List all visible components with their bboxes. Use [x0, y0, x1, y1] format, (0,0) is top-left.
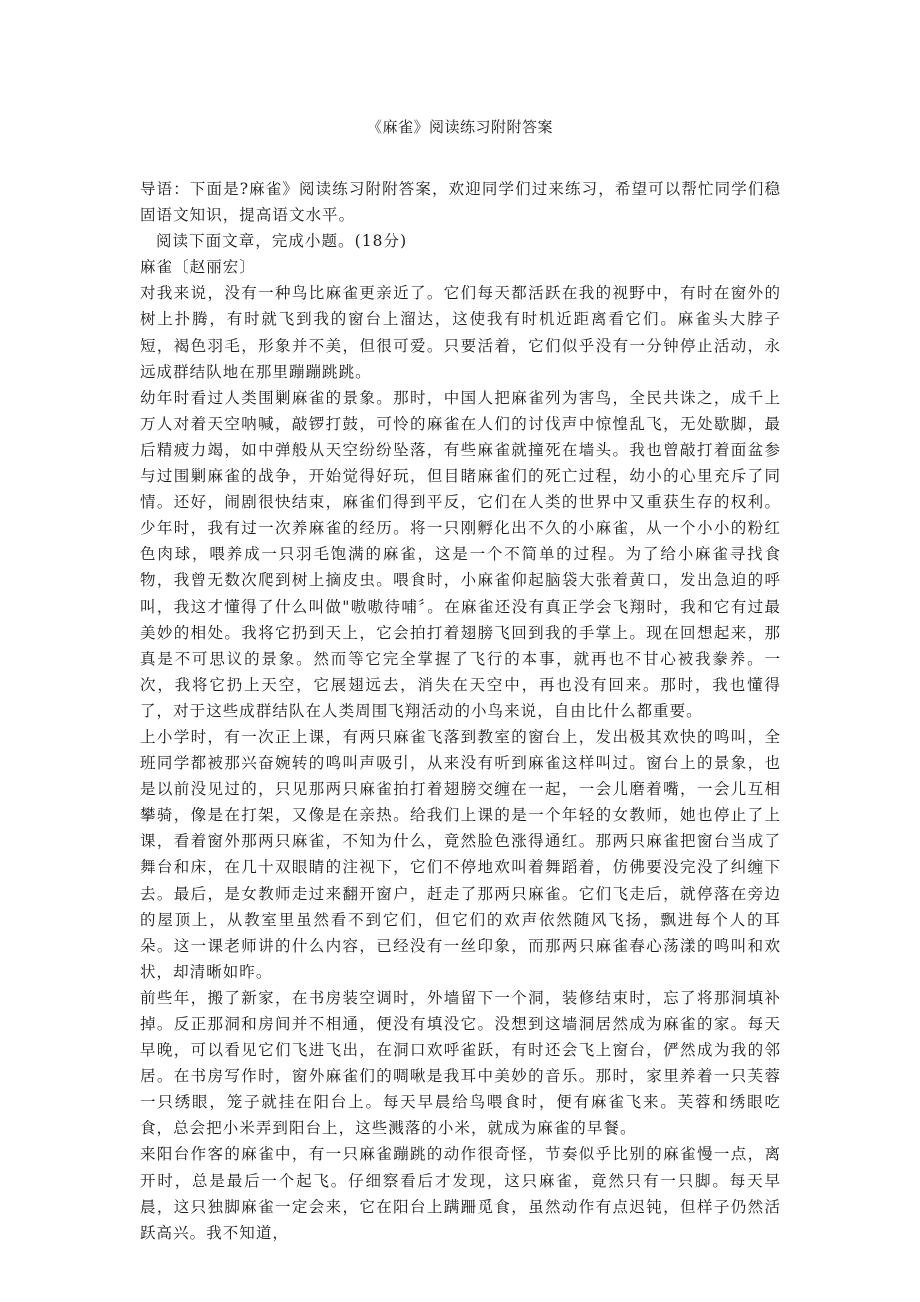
- document-title: 《麻雀》阅读练习附附答案: [366, 118, 553, 136]
- document-body: [140, 176, 781, 1246]
- instruction-paragraph: 阅读下面文章，完成小题。(18分): [156, 232, 408, 251]
- essay-paragraph: 来阳台作客的麻雀中，有一只麻雀蹦跳的动作很奇怪，节奏似乎比别的麻雀慢一点，离开时，总是最后一个起飞。仔细察看后才发现，这只麻雀，竟然只有一只脚。每天早晨，这只独脚麻雀一定会来，它在阳台上蹒跚觅食，虽然动作有点迟钝，但样子仍然活跃高兴。我不知道，: [140, 1145, 781, 1242]
- essay-paragraph: 幼年时看过人类围剿麻雀的景象。那时，中国人把麻雀列为害鸟，全民共诛之，成千上万人对着天空呐喊，敲锣打鼓，可怜的麻雀在人们的讨伐声中惊惶乱飞，无处歇脚，最后精疲力竭，如中弹般从天空纷纷坠落，有些麻雀就撞死在墙头。我也曾敲打着面盆参与过围剿麻雀的战争，开始觉得好玩，但目睹麻雀们的死亡过程，幼小的心里充斥了同情。还好，闹剧很快结束，麻雀们得到平反，它们在人类的世界中又重获生存的权利。少年时，我有过一次养麻雀的经历。将一只刚孵化出不久的小麻雀，从一个小小的粉红色肉球，喂养成一只羽毛饱满的麻雀，这是一个不简单的过程。为了给小麻雀寻找食物，我曾无数次爬到树上摘皮虫。喂食时，小麻雀仰起脑袋大张着黄口，发出急迫的呼叫，我这才懂得了什么叫做"嗷嗷待哺〞。在麻雀还没有真正学会飞翔时，我和它有过最美妙的相处。我将它扔到天上，它会拍打着翅膀飞回到我的手掌上。现在回想起来，那真是不可思议的景象。然而等它完全掌握了飞行的本事，就再也不甘心被我豢养。一次，我将它扔上天空，它展翅远去，消失在天空中，再也没有回来。那时，我也懂得了，对于这些成群结队在人类周围飞翔活动的小鸟来说，自由比什么都重要。: [140, 388, 781, 720]
- essay-paragraph: 前些年，搬了新家，在书房装空调时，外墙留下一个洞，装修结束时，忘了将那洞填补掉。反正那洞和房间并不相通，便没有填没它。没想到这墙洞居然成为麻雀的家。每天早晚，可以看见它们飞进飞出，在洞口欢呼雀跃，有时还会飞上窗台，俨然成为我的邻居。在书房写作时，窗外麻雀们的啁啾是我耳中美妙的音乐。那时，家里养着一只芙蓉一只绣眼，笼子就挂在阳台上。每天早晨给鸟喂食时，便有麻雀飞来。芙蓉和绣眼吃食，总会把小米弄到阳台上，这些溅落的小米，就成为麻雀的早餐。: [140, 988, 781, 1138]
- intro-paragraph: 导语：下面是?麻雀》阅读练习附附答案，欢迎同学们过来练习，希望可以帮忙同学们稳固语文知识，提高语文水平。: [140, 180, 781, 225]
- essay-paragraph: 上小学时，有一次正上课，有两只麻雀飞落到教室的窗台上，发出极其欢快的鸣叫，全班同学都被那兴奋婉转的鸣叫声吸引，从来没有听到麻雀这样叫过。窗台上的景象，也是以前没见过的，只见那两只麻雀拍打着翅膀交缠在一起，一会儿磨着嘴，一会儿互相攀骑，像是在打架，又像是在亲热。给我们上课的是一个年轻的女教师，她也停止了上课，看着窗外那两只麻雀，不知为什么，竟然脸色涨得通红。那两只麻雀把窗台当成了舞台和床，在几十双眼睛的注视下，它们不停地欢叫着舞蹈着，仿佛要没完没了纠缠下去。最后，是女教师走过来翻开窗户，赶走了那两只麻雀。它们飞走后，就停落在旁边的屋顶上，从教室里虽然看不到它们，但它们的欢声依然随风飞扬，飘进每个人的耳朵。这一课老师讲的什么内容，已经没有一丝印象，而那两只麻雀春心荡漾的鸣叫和欢状，却清晰如昨。: [140, 727, 781, 981]
- essay-paragraph: 对我来说，没有一种鸟比麻雀更亲近了。它们每天都活跃在我的视野中，有时在窗外的树上扑腾，有时就飞到我的窗台上溜达，这使我有时机近距离看它们。麻雀头大脖子短，褐色羽毛，形象并不美，但很可爱。只要活着，它们似乎没有一分钟停止活动，永远成群结队地在那里蹦蹦跳跳。: [140, 284, 781, 381]
- essay-heading: 麻雀〔赵丽宏〕: [140, 258, 256, 277]
